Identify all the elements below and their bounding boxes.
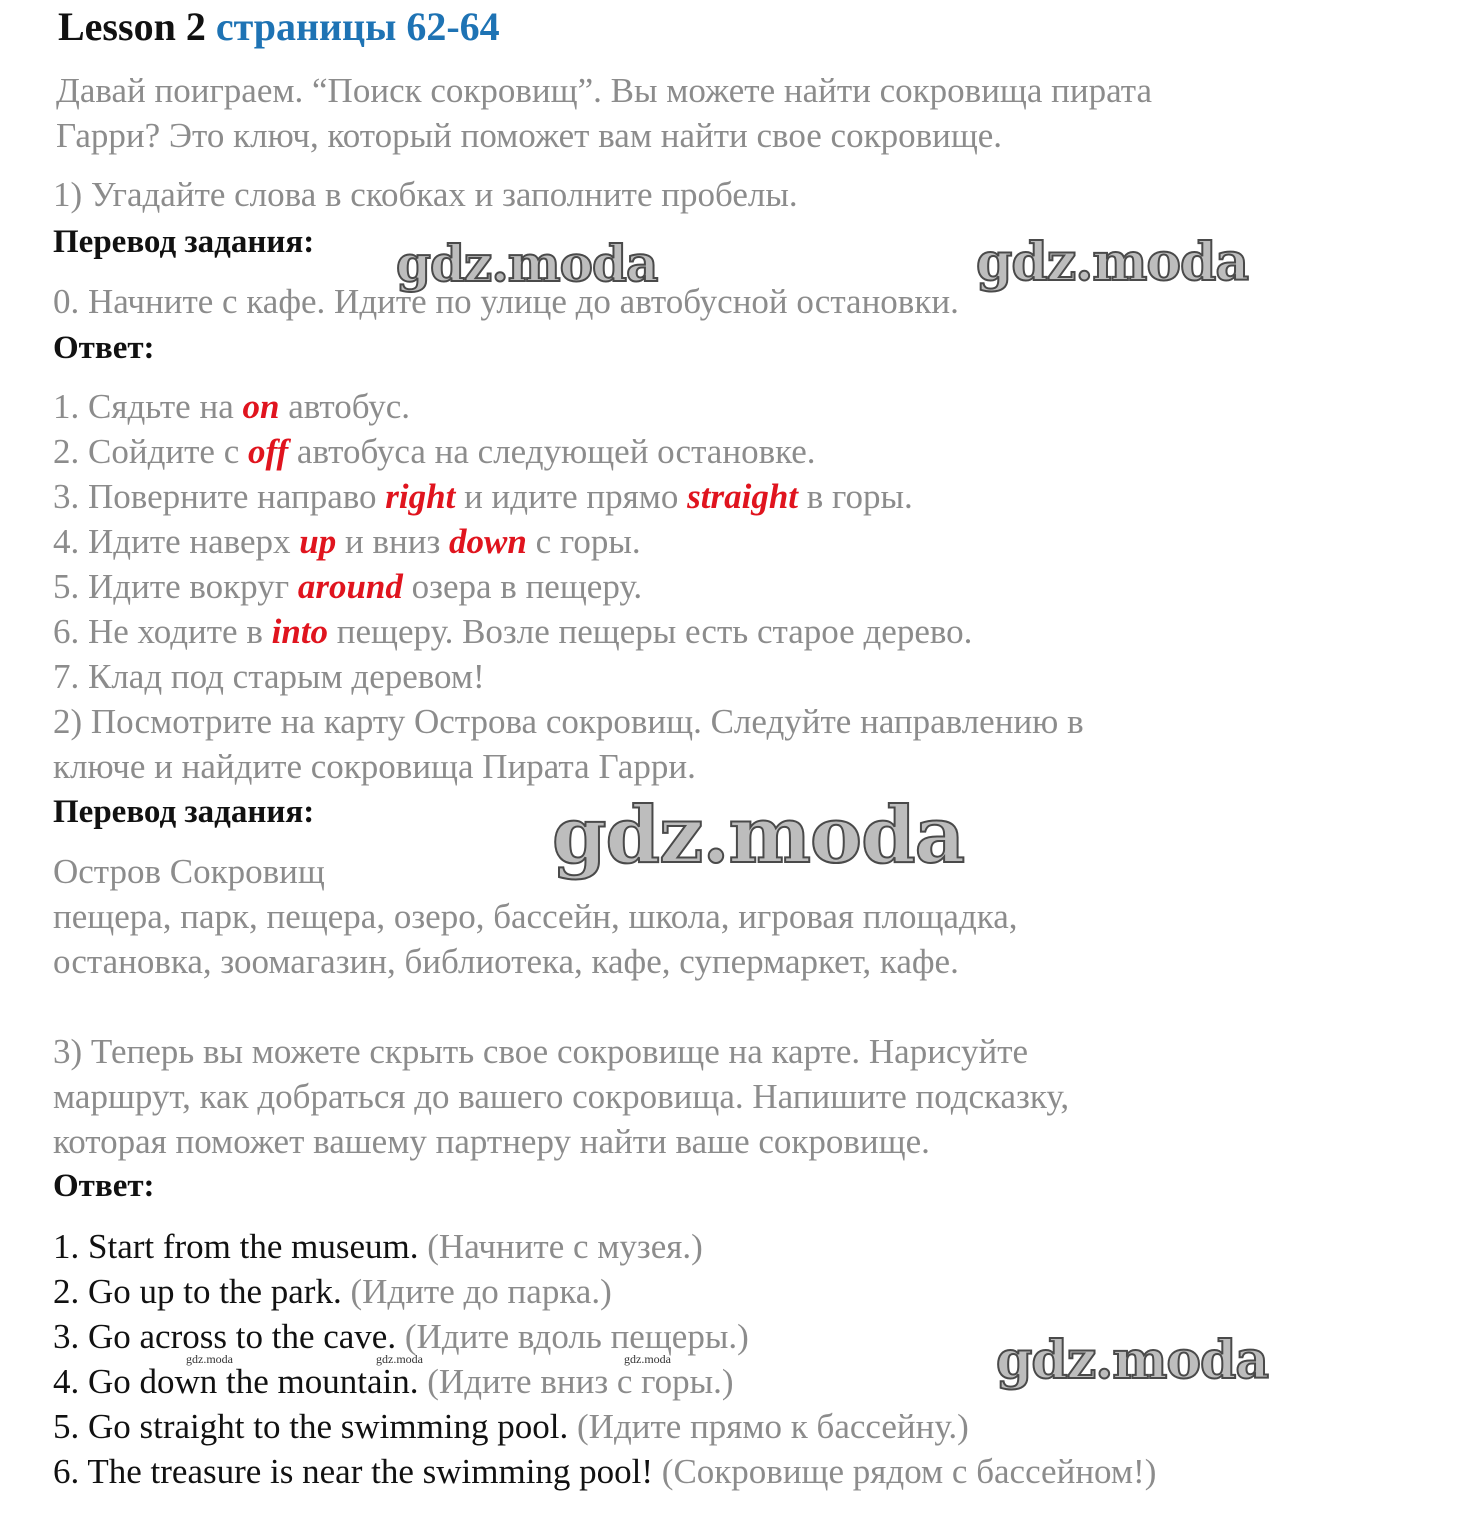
answer-word: around — [297, 567, 403, 606]
answer-word: up — [299, 522, 337, 561]
task3-item: 1. Start from the museum. (Начните с музея.) — [53, 1227, 703, 1266]
task3-text-line-3: которая поможет вашему партнеру найти ваше сокровище. — [53, 1122, 930, 1161]
watermark: gdz.moda — [552, 790, 965, 881]
map-places-line-1: пещера, парк, пещера, озеро, бассейн, школа, игровая площадка, — [53, 897, 1018, 936]
pages-label: страницы 62-64 — [215, 4, 500, 49]
task3-item: 2. Go up to the park. (Идите до парка.) — [53, 1272, 612, 1311]
answer-word: off — [247, 432, 289, 471]
page-title — [58, 2, 500, 52]
watermark-small: gdz.moda — [624, 1352, 671, 1366]
watermark-small: gdz.moda — [376, 1352, 423, 1366]
task1-item: 5. Идите вокруг around озера в пещеру. — [53, 567, 643, 606]
answer-word: on — [242, 387, 280, 426]
task1-item: 1. Сядьте на on автобус. — [53, 387, 410, 426]
watermark-small: gdz.moda — [186, 1352, 233, 1366]
task3-text-line-2: маршрут, как добраться до вашего сокровища. Напишите подсказку, — [53, 1077, 1070, 1116]
map-places-line-2: остановка, зоомагазин, библиотека, кафе, супермаркет, кафе. — [53, 942, 959, 981]
intro-line-1: Давай поиграем. “Поиск сокровищ”. Вы можете найти сокровища пирата — [56, 71, 1153, 110]
task3-text-line-1: 3) Теперь вы можете скрыть свое сокровище на карте. Нарисуйте — [53, 1032, 1029, 1071]
map-title: Остров Сокровищ — [53, 852, 325, 891]
answer-word: into — [271, 612, 329, 651]
lesson-label: Lesson 2 — [58, 4, 206, 49]
task3-item: 5. Go straight to the swimming pool. (Идите прямо к бассейну.) — [53, 1407, 969, 1446]
task3-item: 4. Go down the mountain. (Идите вниз с горы.) — [53, 1362, 734, 1401]
task2-text-line-2: ключе и найдите сокровища Пирата Гарри. — [53, 747, 696, 786]
intro-line-2: Гарри? Это ключ, который поможет вам найти свое сокровище. — [56, 116, 1003, 155]
task1-item: 6. Не ходите в into пещеру. Возле пещеры есть старое дерево. — [53, 612, 973, 651]
watermark: gdz.moda — [396, 234, 658, 293]
answer-word: straight — [687, 477, 799, 516]
task1-item: 7. Клад под старым деревом! — [53, 657, 485, 696]
watermark: gdz.moda — [976, 232, 1249, 293]
task2-text-line-1: 2) Посмотрите на карту Острова сокровищ. Следуйте направлению в — [53, 702, 1084, 741]
task3-item: 3. Go across to the cave. (Идите вдоль пещеры.) — [53, 1317, 749, 1356]
task3-answer-heading: Ответ: — [53, 1168, 155, 1204]
task2-translation-heading: Перевод задания: — [53, 794, 315, 830]
task1-example: 0. Начните с кафе. Идите по улице до автобусной остановки. — [53, 282, 959, 321]
task3-item: 6. The treasure is near the swimming pool! (Сокровище рядом с бассейном!) — [53, 1452, 1157, 1491]
answer-word: down — [449, 522, 527, 561]
task1-answer-heading: Ответ: — [53, 330, 155, 366]
task1-item: 4. Идите наверх up и вниз down с горы. — [53, 522, 641, 561]
answer-word: right — [385, 477, 456, 516]
watermark: gdz.moda — [996, 1330, 1269, 1391]
task1-item: 2. Сойдите с off автобуса на следующей остановке. — [53, 432, 816, 471]
task1-text: 1) Угадайте слова в скобках и заполните пробелы. — [53, 175, 798, 214]
task1-translation-heading: Перевод задания: — [53, 224, 315, 260]
task1-item: 3. Поверните направо right и идите прямо straight в горы. — [53, 477, 913, 516]
